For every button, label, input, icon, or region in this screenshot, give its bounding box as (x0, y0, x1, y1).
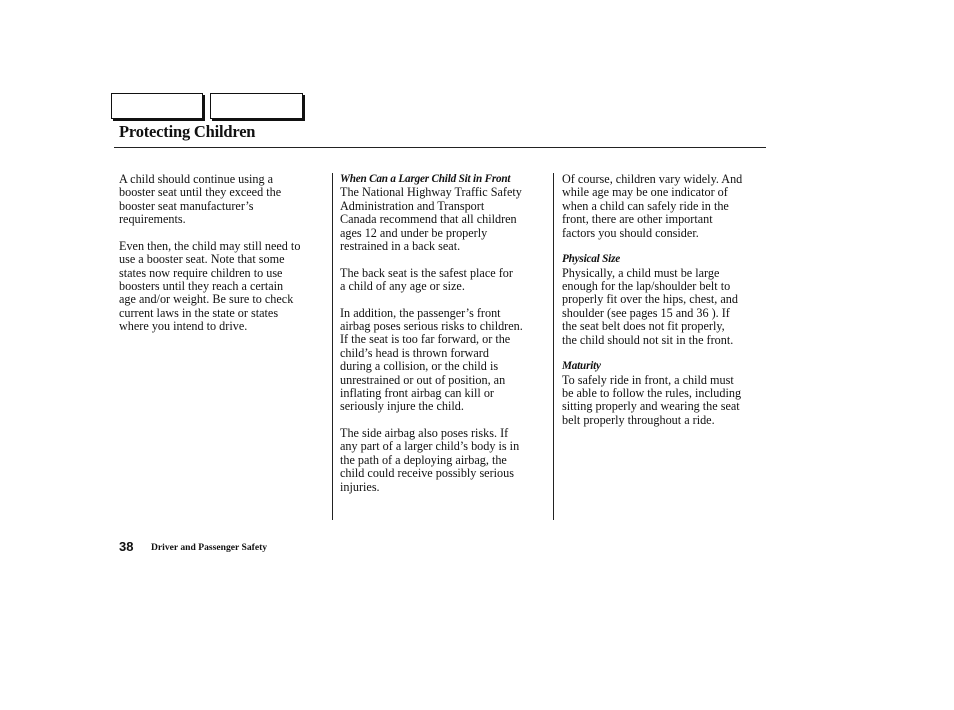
title-rule (114, 147, 766, 148)
col2-paragraph-2: The back seat is the safest place for a child of any age or size. (340, 265, 513, 294)
col1-paragraph-1: A child should continue using a booster seat until they exceed the booster seat manufacturer’s requirements. (119, 172, 282, 227)
maturity-heading: Maturity (562, 360, 601, 373)
column-left (119, 173, 329, 347)
section-title: Driver and Passenger Safety (151, 542, 268, 553)
physical-size-heading: Physical Size (562, 253, 620, 266)
page-number: 38 (119, 539, 134, 554)
column-divider-1 (332, 173, 333, 520)
col1-paragraph-2: Even then, the child may still need to use a booster seat. Note that some states now require children to use boosters until they reach a certain age and/or weight. Be sure to check current laws in the state or states where you intend to drive. (119, 238, 301, 334)
maturity-text: To safely ride in front, a child must be able to follow the rules, including sitting properly and wearing the seat belt properly throughout a ride. (562, 372, 742, 427)
col2-heading: When Can a Larger Child Sit in Front (340, 173, 511, 185)
col2-paragraph-1: The National Highway Traffic Safety Administration and Transport Canada recommend that all children ages 12 and under be properly restrained in a back seat. (340, 185, 522, 254)
header-tab-box-right (210, 93, 303, 119)
col2-paragraph-3: In addition, the passenger’s front airbag poses serious risks to children. If the seat is too far forward, or the child’s head is thrown forward during a collision, or the child is unrestrained or out of position, an inflating front airbag can kill or seriously injure the child. (340, 305, 523, 414)
page-title: Protecting Children (119, 122, 256, 141)
column-right (562, 173, 770, 440)
col2-paragraph-4: The side airbag also poses risks. If any part of a larger child’s body is in the path of a deploying airbag, the child could receive possibly serious injuries. (340, 426, 520, 494)
physical-size-text: Physically, a child must be large enough for the lap/shoulder belt to properly fit over the hips, chest, and shoulder (see pages 15 and 36 ). If the seat belt does not fit properly, the child should not sit in the front. (562, 265, 738, 347)
column-divider-2 (553, 173, 554, 520)
header-tab-box-left (111, 93, 203, 119)
col3-intro: Of course, children vary widely. And while age may be one indicator of when a child can safely ride in the front, there are other important factors you should consider. (562, 172, 743, 240)
column-middle (340, 173, 552, 507)
